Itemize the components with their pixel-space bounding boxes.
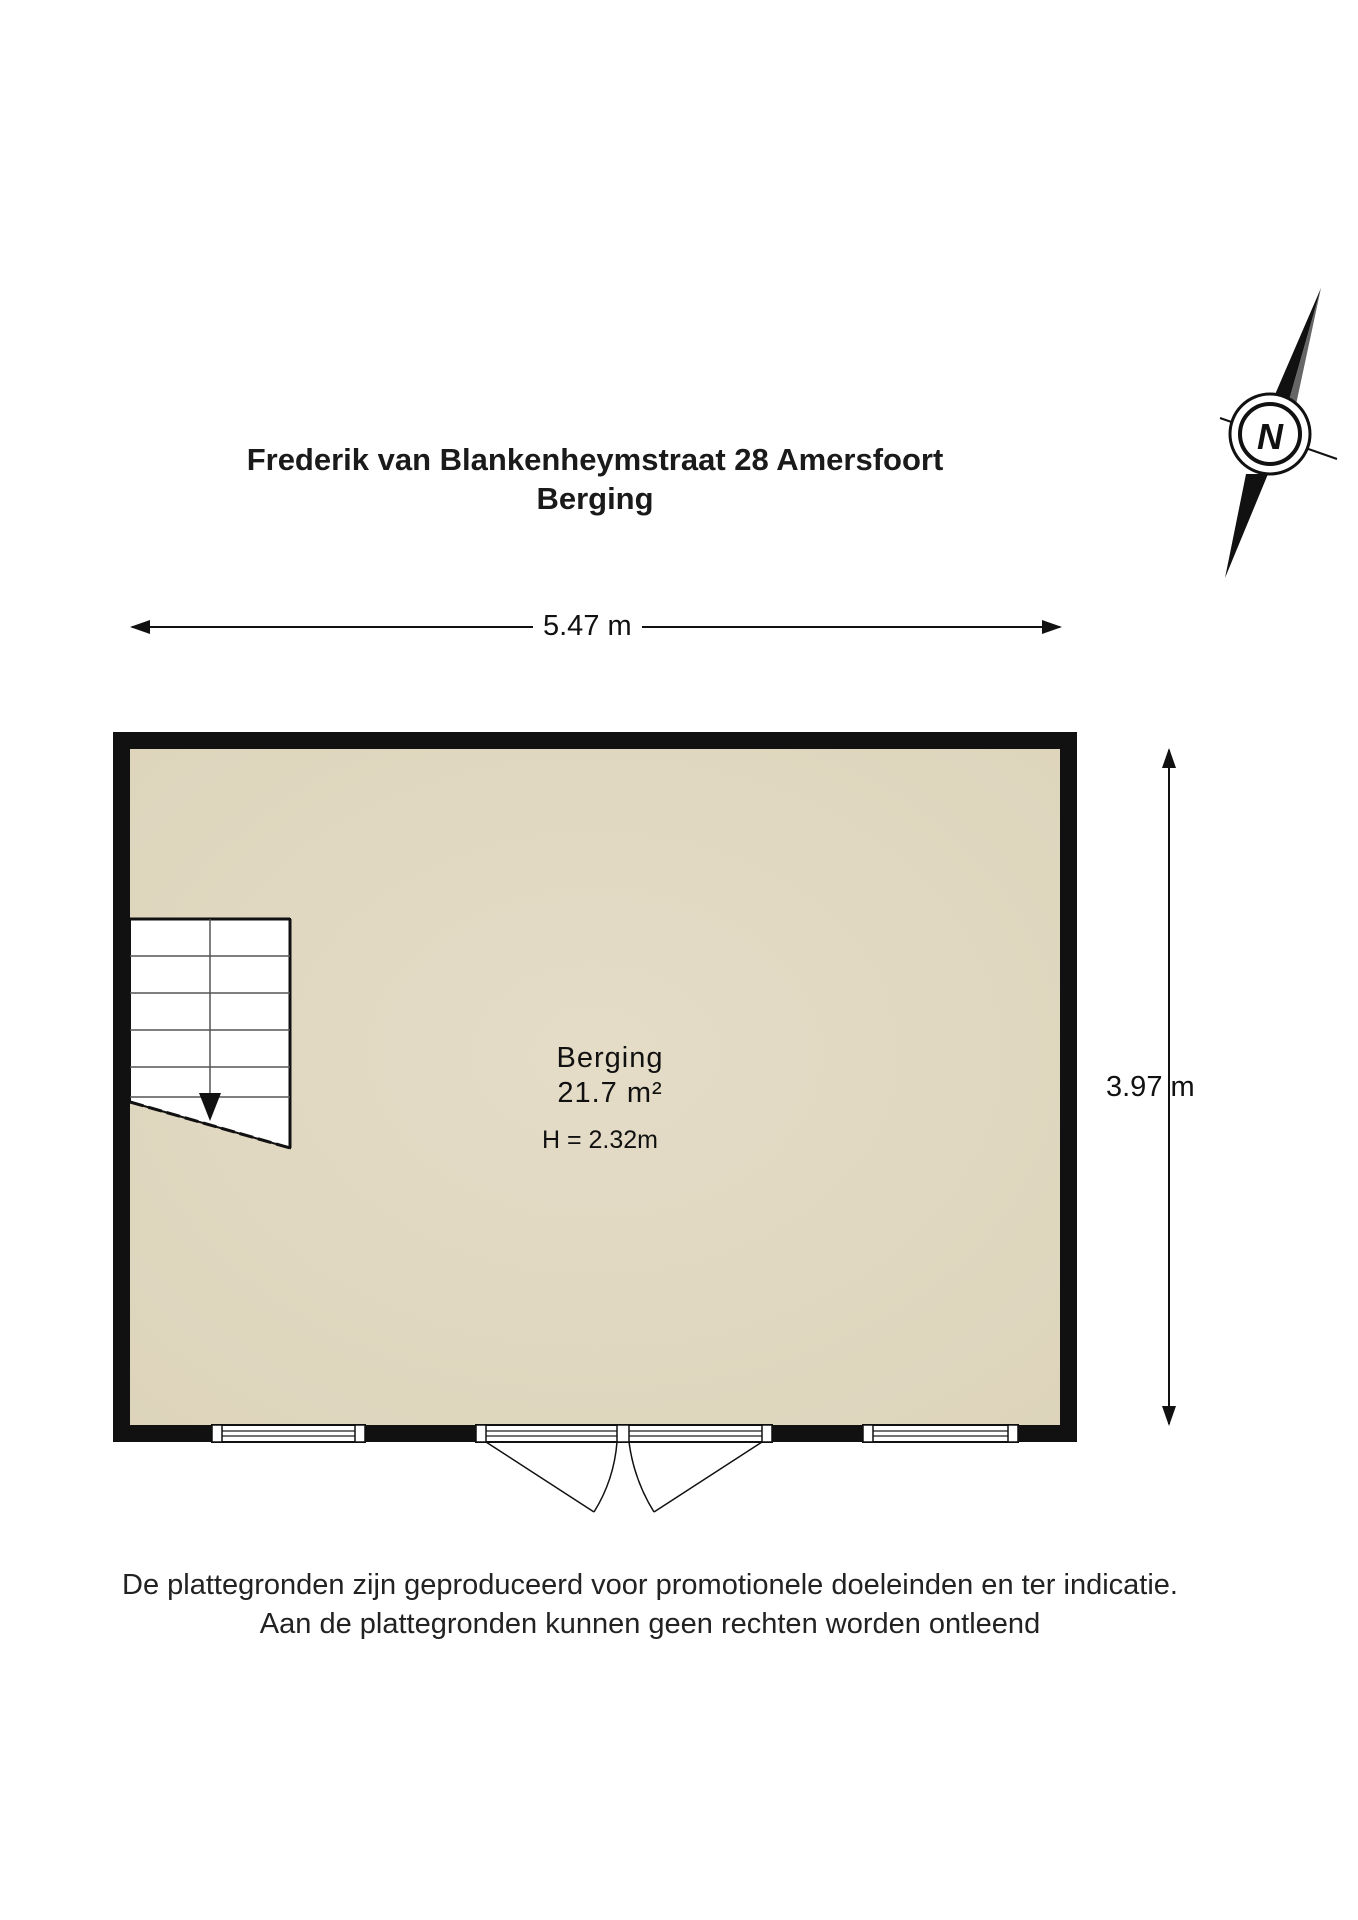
disclaimer: [0, 1566, 1300, 1644]
disclaimer-line-1: De plattegronden zijn geproduceerd voor promotionele doeleinden en ter indicatie.: [122, 1569, 1178, 1601]
depth-dimension-label: 3.97 m: [1106, 1071, 1195, 1103]
compass-label: N: [1257, 416, 1283, 457]
double-door: [476, 1425, 772, 1512]
plan-title: [160, 440, 1030, 518]
address-title: Frederik van Blankenheymstraat 28 Amersfoort: [246, 442, 944, 477]
width-dimension-label: 5.47 m: [533, 610, 642, 643]
room-height: H = 2.32m: [541, 1126, 659, 1154]
room-label: [490, 1041, 730, 1111]
window-left: [212, 1425, 365, 1442]
disclaimer-line-2: Aan de plattegronden kunnen geen rechten worden ontleend: [259, 1608, 1041, 1640]
north-arrow-compass-icon: [1220, 288, 1337, 578]
floor-title: Berging: [536, 481, 654, 516]
window-right: [863, 1425, 1018, 1442]
room-name: Berging: [556, 1042, 664, 1074]
room-area: 21.7 m²: [557, 1077, 663, 1109]
